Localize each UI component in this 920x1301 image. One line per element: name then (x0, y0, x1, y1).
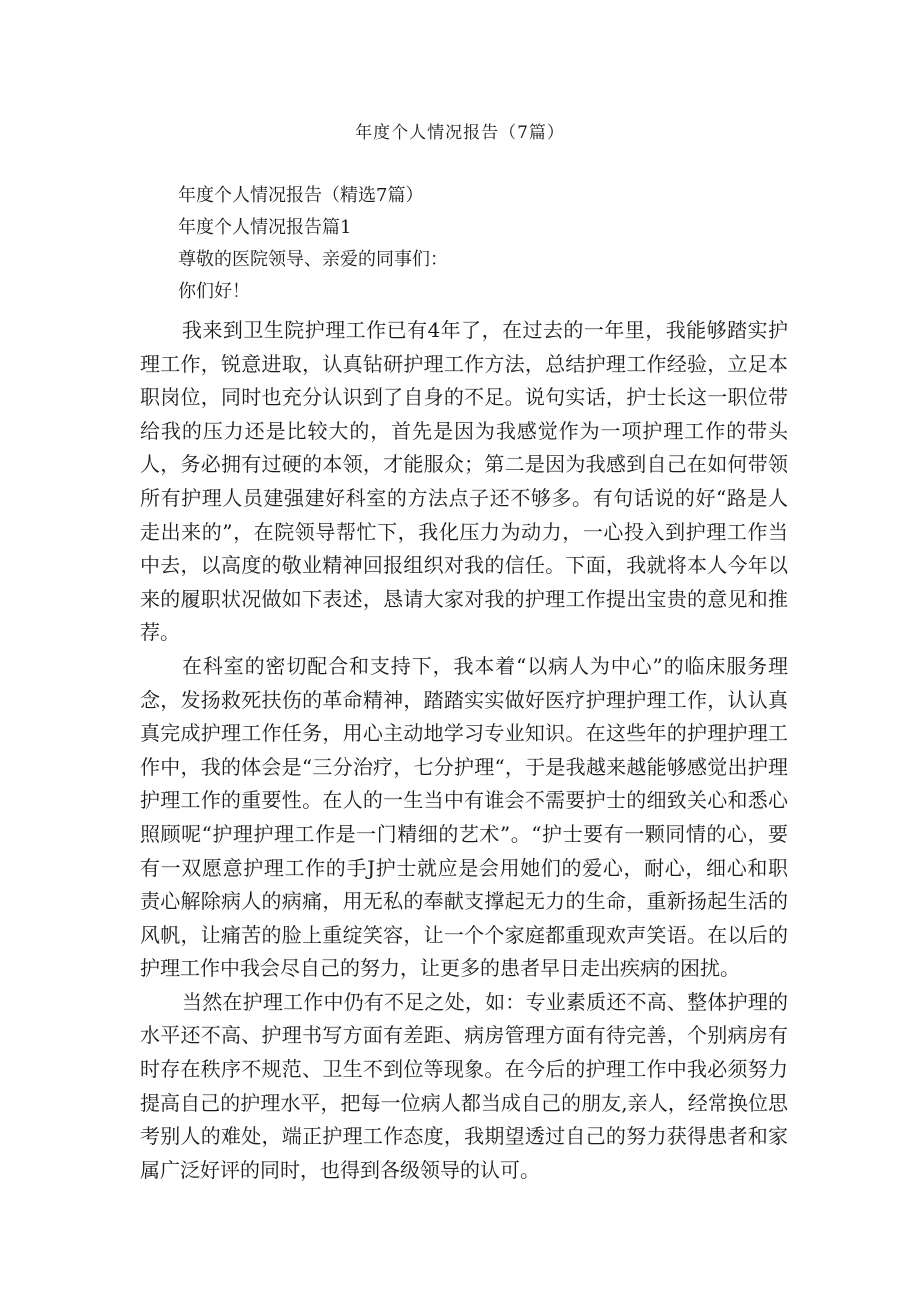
greeting: 你们好！ (178, 281, 250, 302)
body-paragraph-3: 当然在护理工作中仍有不足之处，如：专业素质还不高、整体护理的水平还不高、护理书写方面有差距、病房管理方面有待完善，个别病房有时存在秩序不规范、卫生不到位等现象。在今后的护理工作中我必须努力提高自己的护理水平，把每一位病人都当成自己的朋友,亲人，经常换位思考别人的难处，端正护理工作态度，我期望透过自己的努力获得患者和家属广泛好评的同时，也得到各级领导的认可。 (140, 989, 788, 1182)
section-heading: 年度个人情况报告篇1 (178, 217, 352, 238)
salutation: 尊敬的医院领导、亲爱的同事们： (178, 249, 448, 270)
body-paragraph-1: 我来到卫生院护理工作已有4年了，在过去的一年里，我能够踏实护理工作，锐意进取，认真钻研护理工作方法，总结护理工作经验，立足本职岗位，同时也充分认识到了自身的不足。说句实话，护士长这一职位带给我的压力还是比较大的，首先是因为我感觉作为一项护理工作的带头人，务必拥有过硬的本领，才能服众；第二是因为我感到自己在如何带领所有护理人员建强建好科室的方法点子还不够多。有句话说的好“路是人走出来的”，在院领导帮忙下，我化压力为动力，一心投入到护理工作当中去，以高度的敬业精神回报组织对我的信任。下面，我就将本人今年以来的履职状况做如下表述，恳请大家对我的护理工作提出宝贵的意见和推荐。 (140, 318, 788, 645)
document-subtitle: 年度个人情况报告（精选7篇） (178, 185, 424, 206)
body-paragraph-2: 在科室的密切配合和支持下，我本着“以病人为中心”的临床服务理念，发扬救死扶伤的革命精神，踏踏实实做好医疗护理护理工作，认认真真完成护理工作任务，用心主动地学习专业知识。在这些年的护理护理工作中，我的体会是“三分治疗，七分护理“，于是我越来越能够感觉出护理护理工作的重要性。在人的一生当中有谁会不需要护士的细致关心和悉心照顾呢“护理护理工作是一门精细的艺术”。“护士要有一颗同情的心，要有一双愿意护理工作的手J护士就应是会用她们的爱心，耐心，细心和职责心解除病人的病痛，用无私的奉献支撑起无力的生命，重新扬起生活的风帆，让痛苦的脸上重绽笑容，让一个个家庭都重现欢声笑语。在以后的护理工作中我会尽自己的努力，让更多的患者早日走出疾病的困扰。 (140, 653, 788, 981)
document-body (140, 180, 788, 1187)
document-title: 年度个人情况报告（7篇） (355, 123, 565, 143)
